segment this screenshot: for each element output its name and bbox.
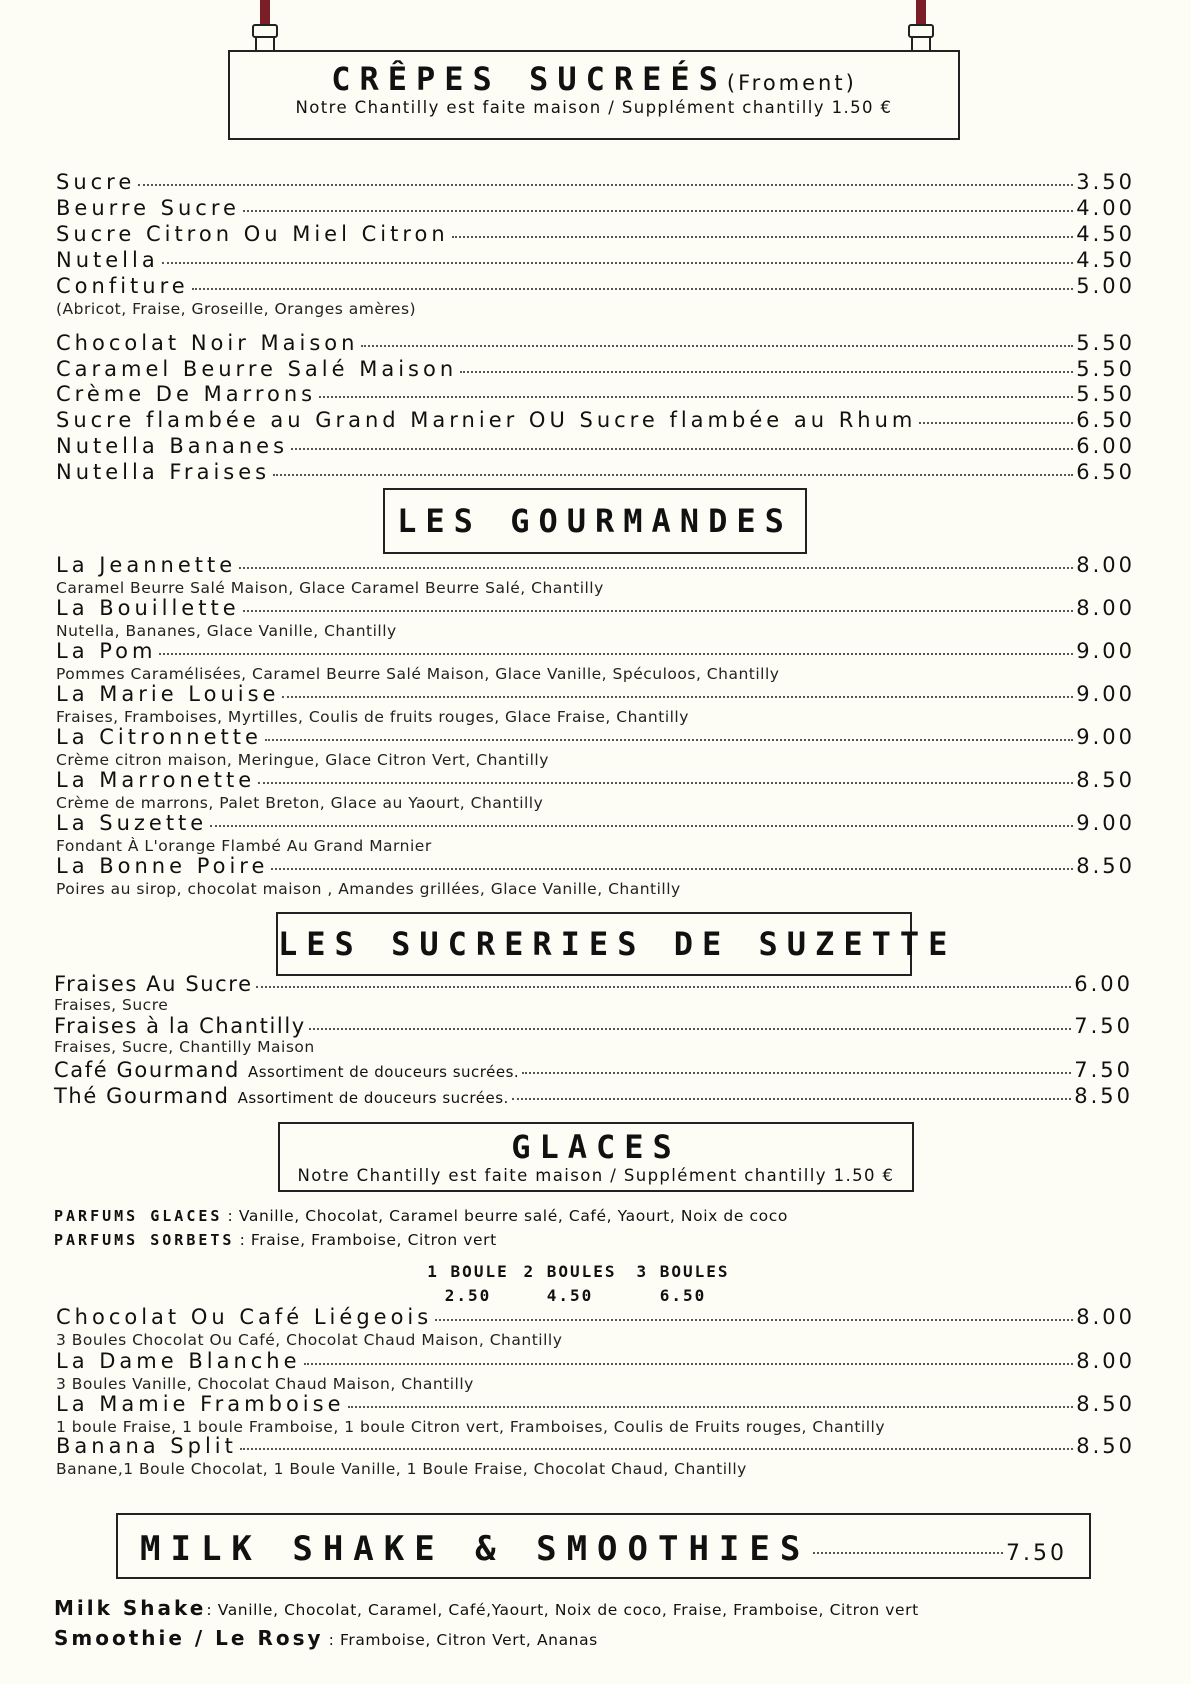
menu-item-name: Thé Gourmand	[54, 1084, 230, 1108]
menu-item-description: 1 boule Fraise, 1 boule Framboise, 1 boule Citron vert, Framboises, Coulis de Fruits rouges, Chantilly	[56, 1418, 886, 1436]
menu-item-description: 3 Boules Chocolat Ou Café, Chocolat Chaud Maison, Chantilly	[56, 1331, 563, 1349]
menu-item-name: La Jeannette	[56, 553, 237, 577]
menu-item-name: Crème De Marrons	[56, 382, 317, 406]
menu-item-name: La Bonne Poire	[56, 854, 269, 878]
milkshake-header	[116, 1513, 1091, 1579]
menu-item-name: La Marie Louise	[56, 682, 280, 706]
menu-item-price: 4.50	[1076, 222, 1135, 246]
dot-leader	[256, 986, 1072, 988]
milkshake-flavors: : Vanille, Chocolat, Caramel, Café,Yaourt, Noix de coco, Fraise, Framboise, Citron vert	[206, 1601, 919, 1619]
parfums-sorbets-label: PARFUMS SORBETS	[54, 1231, 235, 1249]
menu-item	[56, 854, 1135, 878]
dot-leader	[282, 696, 1073, 698]
menu-item-price: 5.50	[1076, 382, 1135, 406]
dot-leader	[273, 474, 1073, 476]
parfums-glaces-text: : Vanille, Chocolat, Caramel beurre salé, Café, Yaourt, Noix de coco	[227, 1207, 788, 1225]
menu-item-name: La Suzette	[56, 811, 208, 835]
menu-item-price: 6.00	[1074, 972, 1133, 996]
dot-leader	[162, 262, 1074, 264]
dot-leader	[192, 288, 1074, 290]
milkshake-label: Milk Shake	[54, 1596, 207, 1620]
menu-item-price: 5.50	[1076, 357, 1135, 381]
menu-item-name: Nutella	[56, 248, 159, 272]
menu-item-description: Crème citron maison, Meringue, Glace Citron Vert, Chantilly	[56, 751, 549, 769]
menu-item-name: Chocolat Noir Maison	[56, 331, 359, 355]
menu-item	[56, 434, 1135, 458]
menu-item-price: 8.00	[1076, 1305, 1135, 1329]
scoop-price: 6.50	[659, 1286, 707, 1305]
dot-leader	[271, 868, 1073, 870]
menu-item-price: 8.00	[1076, 596, 1135, 620]
menu-item	[56, 274, 1135, 298]
menu-item	[56, 248, 1135, 272]
parfums-sorbets	[54, 1230, 497, 1249]
menu-item-name: Café Gourmand	[54, 1058, 240, 1082]
dot-leader	[522, 1072, 1071, 1074]
scoop-label: 1 BOULE	[427, 1262, 509, 1281]
milkshake-row	[140, 1529, 1067, 1569]
menu-item-description: Pommes Caramélisées, Caramel Beurre Salé Maison, Glace Vanille, Spéculoos, Chantilly	[56, 665, 780, 683]
crepes-subtitle: Notre Chantilly est faite maison / Supplément chantilly 1.50 €	[295, 98, 893, 117]
menu-item	[56, 811, 1135, 835]
dot-leader	[919, 422, 1073, 424]
menu-item-name: Sucre Citron Ou Miel Citron	[56, 222, 449, 246]
menu-item	[56, 222, 1135, 246]
smoothie-flavors: : Framboise, Citron Vert, Ananas	[328, 1631, 598, 1649]
menu-item-description: (Abricot, Fraise, Groseille, Oranges amères)	[56, 300, 417, 318]
dot-leader	[304, 1363, 1074, 1365]
menu-item-name: La Pom	[56, 639, 157, 663]
hanging-strap-right	[916, 0, 926, 24]
menu-item-description: Banane,1 Boule Chocolat, 1 Boule Vanille, 1 Boule Fraise, Chocolat Chaud, Chantilly	[56, 1460, 747, 1478]
menu-item-name: La Marronette	[56, 768, 256, 792]
dot-leader	[361, 345, 1073, 347]
menu-item-name: La Citronnette	[56, 725, 262, 749]
dot-leader	[210, 825, 1073, 827]
sucreries-title: LES SUCRERIES DE SUZETTE	[278, 925, 957, 963]
scoop-price: 4.50	[546, 1286, 594, 1305]
menu-item-note: Assortiment de douceurs sucrées.	[237, 1089, 509, 1107]
dot-leader	[291, 448, 1073, 450]
menu-item-name: Nutella Fraises	[56, 460, 271, 484]
glaces-header	[278, 1122, 914, 1192]
hanging-strap-left	[260, 0, 270, 24]
dot-leader	[258, 782, 1073, 784]
dot-leader	[452, 236, 1074, 238]
smoothie-label: Smoothie / Le Rosy	[54, 1626, 324, 1650]
menu-item-name: Nutella Bananes	[56, 434, 289, 458]
menu-item-price: 9.00	[1076, 725, 1135, 749]
menu-item	[56, 1349, 1135, 1373]
menu-item-price: 8.50	[1076, 1434, 1135, 1458]
menu-item	[56, 170, 1135, 194]
menu-item	[56, 1305, 1135, 1329]
menu-item-price: 8.50	[1076, 768, 1135, 792]
menu-item-price: 5.00	[1076, 274, 1135, 298]
menu-item-price: 9.00	[1076, 639, 1135, 663]
menu-item	[56, 331, 1135, 355]
gourmandes-header	[383, 488, 807, 554]
parfums-glaces-label: PARFUMS GLACES	[54, 1207, 223, 1225]
menu-item-description: Fondant À L'orange Flambé Au Grand Marnier	[56, 837, 432, 855]
menu-item-price: 9.00	[1076, 811, 1135, 835]
menu-item	[56, 196, 1135, 220]
glaces-subtitle: Notre Chantilly est faite maison / Supplément chantilly 1.50 €	[297, 1166, 895, 1185]
menu-item	[56, 1434, 1135, 1458]
dot-leader	[243, 210, 1073, 212]
menu-item	[56, 682, 1135, 706]
parfums-glaces	[54, 1206, 788, 1225]
menu-item	[56, 408, 1135, 432]
menu-item	[56, 596, 1135, 620]
menu-item-price: 6.00	[1076, 434, 1135, 458]
scoop-price: 2.50	[444, 1286, 492, 1305]
glaces-title: GLACES	[511, 1128, 681, 1166]
menu-item-name: La Dame Blanche	[56, 1349, 301, 1373]
menu-item	[56, 1392, 1135, 1416]
menu-item-price: 4.50	[1076, 248, 1135, 272]
menu-item-name: Sucre	[56, 170, 136, 194]
crepes-title: CRÊPES SUCREÉS(Froment)	[331, 60, 857, 98]
gourmandes-title: LES GOURMANDES	[397, 502, 793, 540]
scoop-label: 3 BOULES	[636, 1262, 730, 1281]
scoop-label: 2 BOULES	[523, 1262, 617, 1281]
dot-leader	[435, 1319, 1073, 1321]
parfums-sorbets-text: : Fraise, Framboise, Citron vert	[239, 1231, 497, 1249]
menu-item-name: Sucre flambée au Grand Marnier OU Sucre flambée au Rhum	[56, 408, 917, 432]
menu-item-name: Caramel Beurre Salé Maison	[56, 357, 458, 381]
menu-item-price: 9.00	[1076, 682, 1135, 706]
menu-item-price: 8.50	[1076, 1392, 1135, 1416]
menu-item-description: Fraises, Sucre	[54, 996, 169, 1014]
menu-item-price: 8.00	[1076, 553, 1135, 577]
menu-item-description: Nutella, Bananes, Glace Vanille, Chantilly	[56, 622, 397, 640]
menu-item-name: Confiture	[56, 274, 189, 298]
menu-item	[56, 357, 1135, 381]
menu-item-description: Crème de marrons, Palet Breton, Glace au Yaourt, Chantilly	[56, 794, 544, 812]
menu-item-price: 6.50	[1076, 460, 1135, 484]
menu-item	[56, 553, 1135, 577]
menu-item	[54, 1058, 1133, 1082]
scoop-col-1	[418, 1260, 518, 1308]
menu-item	[54, 1084, 1133, 1108]
menu-item-price: 7.50	[1074, 1058, 1133, 1082]
menu-item-name: Chocolat Ou Café Liégeois	[56, 1305, 433, 1329]
dot-leader	[348, 1406, 1074, 1408]
menu-item-price: 8.00	[1076, 1349, 1135, 1373]
menu-item-name: Beurre Sucre	[56, 196, 240, 220]
menu-item	[54, 972, 1133, 996]
menu-item-name: Fraises à la Chantilly	[54, 1014, 306, 1038]
dot-leader	[240, 1448, 1073, 1450]
smoothie-line	[54, 1626, 598, 1650]
dot-leader	[138, 184, 1073, 186]
menu-item-price: 4.00	[1076, 196, 1135, 220]
menu-item-price: 6.50	[1076, 408, 1135, 432]
scoop-col-2	[520, 1260, 620, 1308]
menu-item	[54, 1014, 1133, 1038]
dot-leader	[309, 1028, 1071, 1030]
milkshake-line	[54, 1596, 919, 1620]
menu-item-description: Caramel Beurre Salé Maison, Glace Caramel Beurre Salé, Chantilly	[56, 579, 604, 597]
scoop-col-3	[628, 1260, 738, 1308]
menu-item-description: Fraises, Sucre, Chantilly Maison	[54, 1038, 315, 1056]
menu-item	[56, 639, 1135, 663]
menu-item-name: La Mamie Framboise	[56, 1392, 345, 1416]
dot-leader	[265, 739, 1073, 741]
sucreries-header	[276, 912, 957, 976]
milkshake-title: MILK SHAKE & SMOOTHIES	[140, 1529, 811, 1569]
menu-item	[56, 382, 1135, 406]
menu-item-description: 3 Boules Vanille, Chocolat Chaud Maison, Chantilly	[56, 1375, 474, 1393]
dot-leader	[319, 396, 1073, 398]
menu-item	[56, 725, 1135, 749]
dot-leader	[159, 653, 1073, 655]
menu-item-price: 5.50	[1076, 331, 1135, 355]
menu-item-price: 7.50	[1074, 1014, 1133, 1038]
menu-item-description: Poires au sirop, chocolat maison , Amandes grillées, Glace Vanille, Chantilly	[56, 880, 681, 898]
menu-item-description: Fraises, Framboises, Myrtilles, Coulis de fruits rouges, Glace Fraise, Chantilly	[56, 708, 689, 726]
dot-leader	[239, 567, 1073, 569]
dot-leader	[460, 371, 1073, 373]
menu-item-note: Assortiment de douceurs sucrées.	[247, 1063, 520, 1081]
menu-item-name: Fraises Au Sucre	[54, 972, 253, 996]
menu-item-name: Banana Split	[56, 1434, 237, 1458]
menu-item-name: La Bouillette	[56, 596, 240, 620]
dot-leader	[243, 610, 1074, 612]
dot-leader	[512, 1098, 1071, 1100]
menu-item-price: 8.50	[1076, 854, 1135, 878]
crepes-header	[228, 50, 960, 140]
menu-item-price: 3.50	[1076, 170, 1135, 194]
menu-item	[56, 460, 1135, 484]
menu-item	[56, 768, 1135, 792]
menu-item-price: 8.50	[1074, 1084, 1133, 1108]
milkshake-price: 7.50	[1006, 1541, 1067, 1566]
